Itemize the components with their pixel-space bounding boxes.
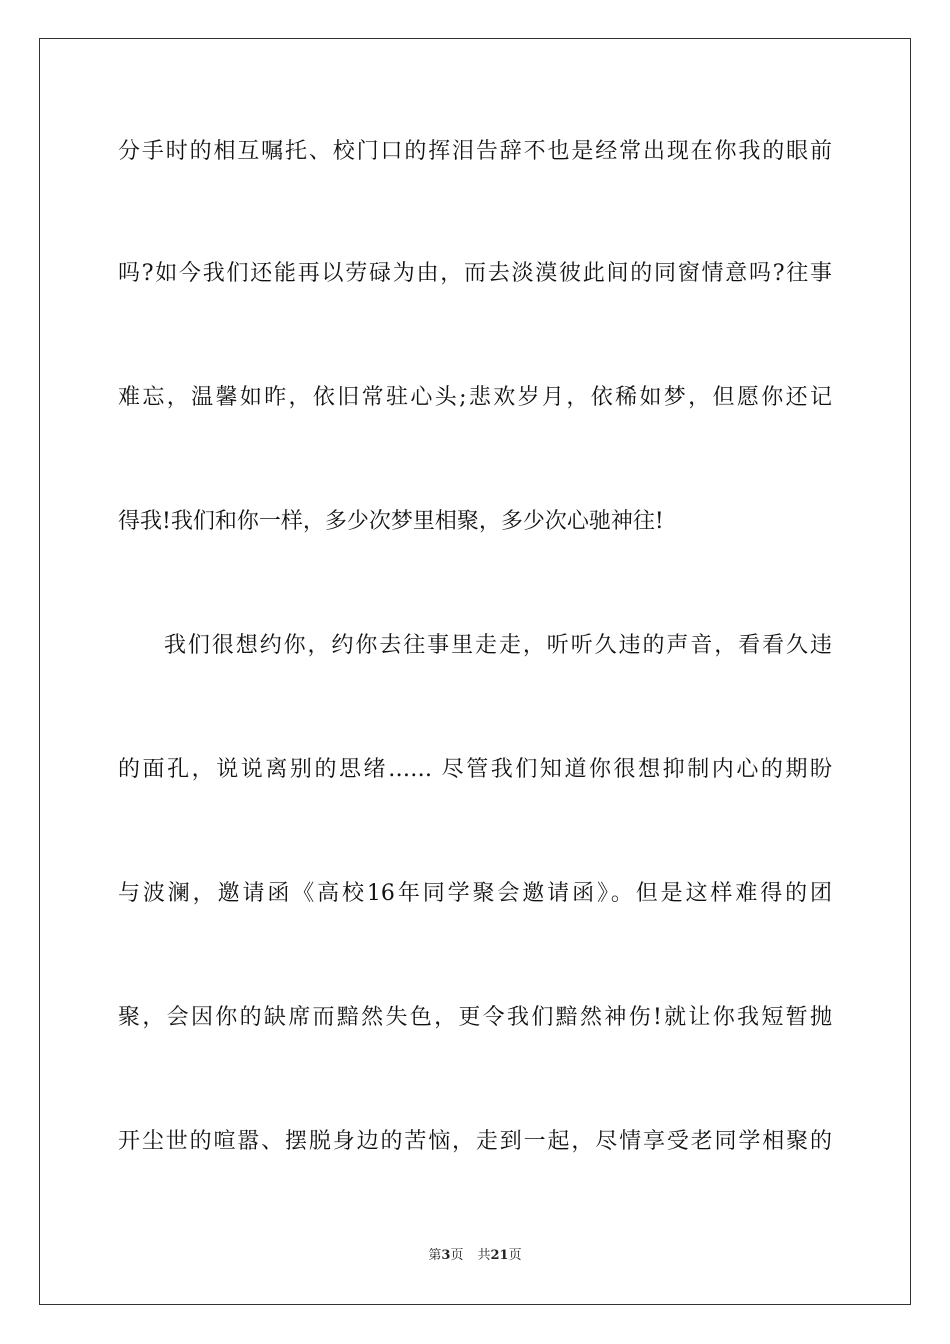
paragraph-line-5: 我们很想约你，约你去往事里走走，听听久违的声音，看看久违 — [164, 633, 832, 658]
paragraph-line-4: 得我!我们和你一样，多少次梦里相聚，多少次心驰神往! — [118, 509, 664, 534]
page-number: 3 — [441, 1248, 451, 1263]
page-border — [39, 38, 911, 1305]
paragraph-line-1: 分手时的相互嘱托、校门口的挥泪告辞不也是经常出现在你我的眼前 — [118, 139, 832, 164]
paragraph-line-6: 的面孔，说说离别的思绪…… 尽管我们知道你很想抑制内心的期盼 — [118, 757, 832, 782]
page-prefix: 第 — [428, 1248, 442, 1263]
total-suffix: 页 — [508, 1248, 522, 1263]
paragraph-line-7: 与波澜，邀请函《高校16年同学聚会邀请函》。但是这样难得的团 — [118, 881, 832, 906]
paragraph-line-8: 聚，会因你的缺席而黯然失色，更令我们黯然神伤!就让你我短暂抛 — [118, 1005, 832, 1030]
total-pages: 21 — [490, 1248, 509, 1263]
total-prefix: 共 — [477, 1248, 491, 1263]
paragraph-line-3: 难忘，温馨如昨，依旧常驻心头;悲欢岁月，依稀如梦，但愿你还记 — [118, 385, 832, 410]
paragraph-line-9: 开尘世的喧嚣、摆脱身边的苦恼，走到一起，尽情享受老同学相聚的 — [118, 1129, 832, 1154]
page-suffix: 页 — [450, 1248, 464, 1263]
paragraph-line-2: 吗?如今我们还能再以劳碌为由，而去淡漠彼此间的同窗情意吗?往事 — [118, 261, 832, 286]
page-footer — [0, 1247, 950, 1265]
